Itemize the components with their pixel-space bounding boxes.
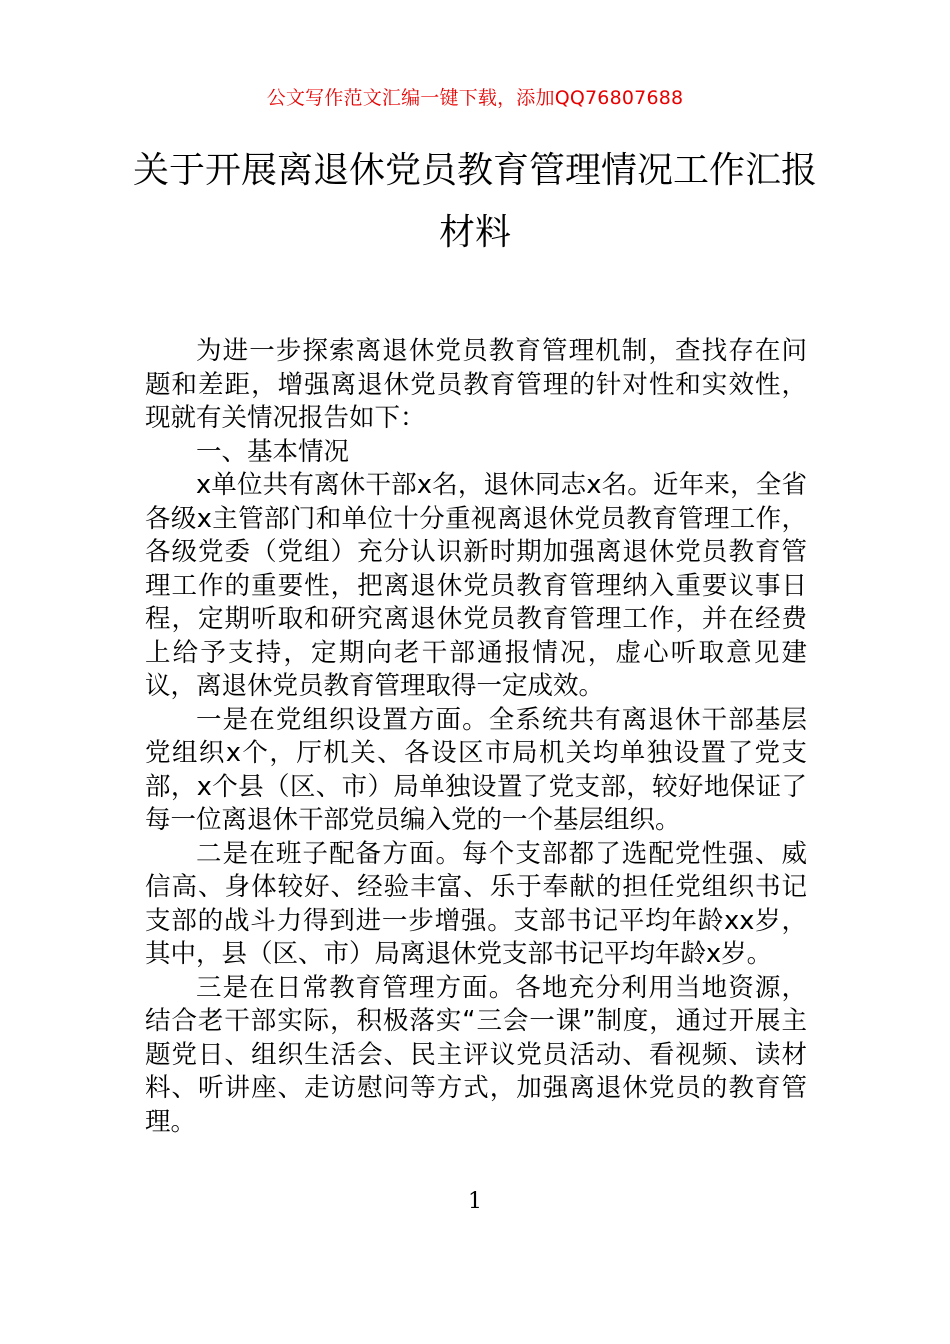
download-notice: 公文写作范文汇编一键下载，添加QQ76807688 — [266, 87, 684, 109]
body-paragraph: 一是在党组织设置方面。全系统共有离退休干部基层党组织x个，厅机关、各设区市局机关均单独设置了党支部，x个县（区、市）局单独设置了党支部，较好地保证了每一位离退休干部党员编入党的一个基层组织。 — [145, 704, 807, 835]
body-paragraph: 二是在班子配备方面。每个支部都了选配党性强、威信高、身体较好、经验丰富、乐于奉献的担任党组织书记支部的战斗力得到进一步增强。支部书记平均年龄xx岁，其中，县（区、市）局离退休党支部书记平均年龄x岁。 — [145, 838, 807, 969]
body-paragraph: 三是在日常教育管理方面。各地充分利用当地资源，结合老干部实际，积极落实“三会一课”制度，通过开展主题党日、组织生活会、民主评议党员活动、看视频、读材料、听讲座、走访慰问等方式，加强离退休党员的教育管理。 — [145, 972, 807, 1137]
page-number: 1 — [468, 1189, 482, 1214]
document-title: 关于开展离退休党员教育管理情况工作汇报材料 — [132, 150, 817, 253]
intro-paragraph: 为进一步探索离退休党员教育管理机制，查找存在问题和差距，增强离退休党员教育管理的针对性和实效性，现就有关情况报告如下： — [145, 336, 807, 433]
section-heading-basic-situation: 一、基本情况 — [196, 436, 350, 467]
body-paragraph: x单位共有离休干部x名，退休同志x名。近年来，全省各级x主管部门和单位十分重视离退休党员教育管理工作，各级党委（党组）充分认识新时期加强离退休党员教育管理工作的重要性，把离退休党员教育管理纳入重要议事日程，定期听取和研究离退休党员教育管理工作，并在经费上给予支持，定期向老干部通报情况，虚心听取意见建议，离退休党员教育管理取得一定成效。 — [145, 470, 807, 701]
document-body — [145, 335, 807, 1139]
